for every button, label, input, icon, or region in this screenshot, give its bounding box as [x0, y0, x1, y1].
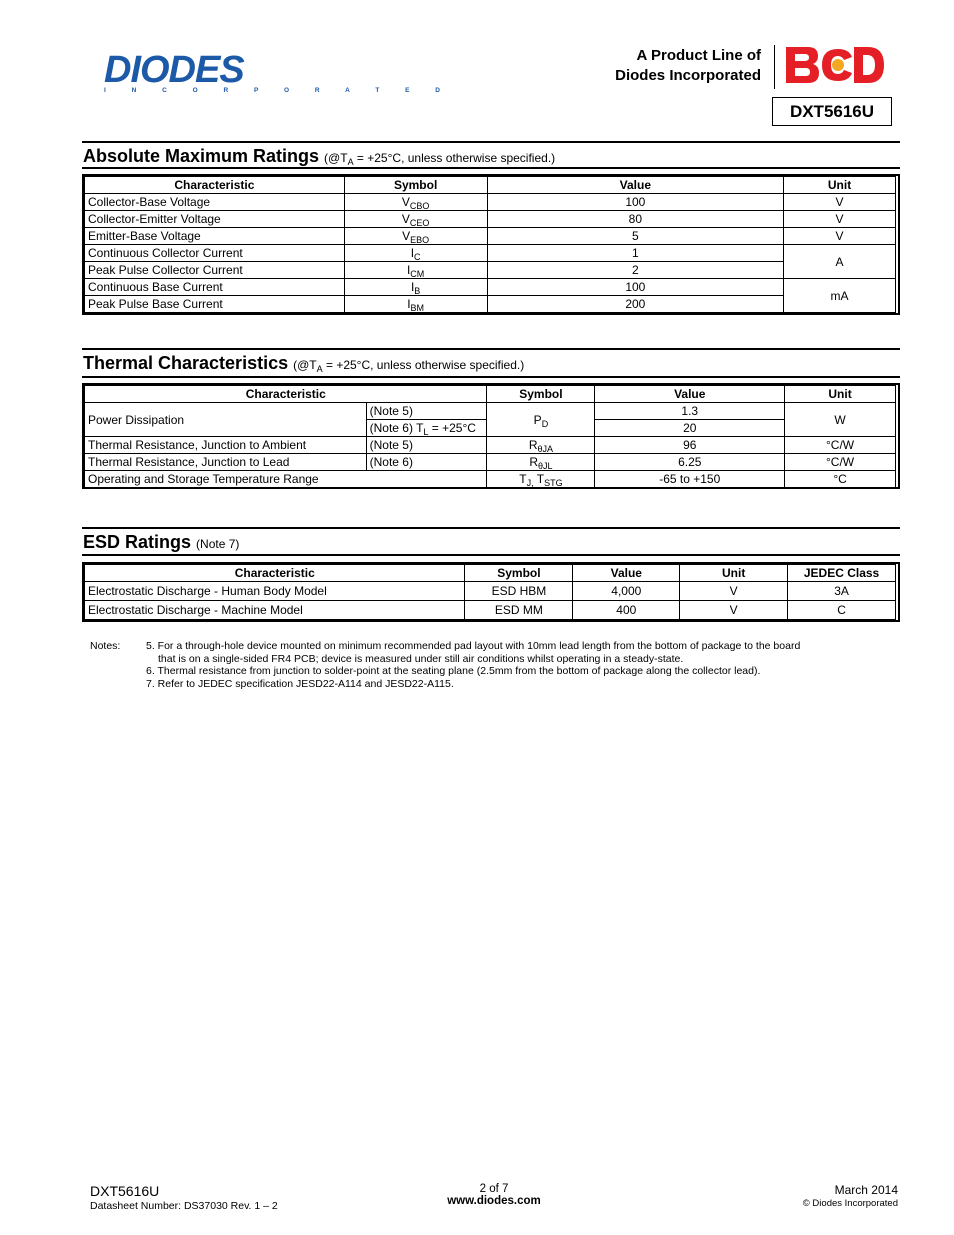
esd-title: [83, 532, 239, 554]
note-cell: (Note 6) $T_L = +25^\circ C$: [366, 420, 487, 437]
characteristic-cell: Power Dissipation: [85, 403, 367, 437]
footer-copyright: © Diodes Incorporated: [802, 1198, 898, 1209]
note-cell: (Note 5): [366, 403, 487, 420]
unit-cell: °C: [785, 471, 896, 488]
footer-center: [394, 1183, 594, 1207]
unit-cell: A: [784, 245, 896, 279]
col-unit: Unit: [784, 177, 896, 194]
unit-cell: W: [785, 403, 896, 437]
col-characteristic: Characteristic: [85, 177, 345, 194]
col-characteristic: Characteristic: [85, 565, 465, 582]
value-cell: 4,000: [573, 582, 680, 601]
symbol-cell: $I_C$: [344, 245, 487, 262]
characteristic-cell: Electrostatic Discharge - Machine Model: [85, 601, 465, 620]
characteristic-cell: Collector-Base Voltage: [85, 194, 345, 211]
symbol-cell: $P_D$: [487, 403, 595, 437]
table-row: [85, 471, 896, 488]
value-cell: 1: [487, 245, 784, 262]
col-symbol: Symbol: [344, 177, 487, 194]
table-row: [85, 245, 896, 262]
value-cell: -65 to +150: [595, 471, 785, 488]
table-row: [85, 403, 896, 420]
table-row: [85, 279, 896, 296]
footer-part-number: DXT5616U: [90, 1183, 160, 1199]
characteristic-cell: Peak Pulse Collector Current: [85, 262, 345, 279]
symbol-cell: $I_B$: [344, 279, 487, 296]
characteristic-cell: Continuous Base Current: [85, 279, 345, 296]
esd-top-rule: [82, 527, 900, 529]
symbol-cell: $V_{CBO}$: [344, 194, 487, 211]
amr-title-text: Absolute Maximum Ratings: [83, 146, 320, 166]
symbol-cell: $T_{J,}$ $T_{STG}$: [487, 471, 595, 488]
col-jedec-class: JEDEC Class: [788, 565, 896, 582]
thermal-bottom-rule: [82, 376, 900, 378]
product-line-1: A Product Line of: [636, 47, 761, 64]
table-row: [85, 437, 896, 454]
note-cell: (Note 5): [366, 437, 487, 454]
value-cell: 80: [487, 211, 784, 228]
table-row: [85, 582, 896, 601]
characteristic-cell: Emitter-Base Voltage: [85, 228, 345, 245]
note-5-continued: that is on a single-sided FR4 PCB; device is measured under still air conditions whilst operating in a steady-state.: [158, 652, 684, 665]
amr-top-rule: [82, 141, 900, 143]
amr-title: [83, 146, 555, 168]
characteristic-cell: Peak Pulse Base Current: [85, 296, 345, 313]
table-row: [85, 262, 896, 279]
jedec-class-cell: C: [788, 601, 896, 620]
unit-cell: °C/W: [785, 454, 896, 471]
amr-bottom-rule: [82, 167, 900, 169]
footer-left: [90, 1183, 278, 1212]
footer-page-number: 2 of 7: [479, 1183, 509, 1195]
symbol-cell: $I_{CM}$: [344, 262, 487, 279]
product-line: [615, 46, 761, 86]
amr-condition: ($@T_A = +25^\circ C$, unless otherwise specified.): [324, 151, 556, 167]
esd-title-text: ESD Ratings: [83, 532, 192, 552]
characteristic-cell: Electrostatic Discharge - Human Body Model: [85, 582, 465, 601]
esd-header-row: [85, 565, 896, 582]
notes-body: [146, 640, 846, 690]
diodes-logo: [104, 50, 452, 94]
symbol-cell: $R_{\theta JA}$: [487, 437, 595, 454]
amr-table: [84, 176, 896, 313]
thermal-title: [83, 353, 524, 375]
footer-datasheet-number: Datasheet Number: DS37030 Rev. 1 – 2: [90, 1200, 278, 1212]
thermal-condition: ($@T_A = +25^\circ C$, unless otherwise specified.): [293, 358, 525, 374]
unit-cell: V: [680, 582, 788, 601]
note-7: 7. Refer to JEDEC specification JESD22-A114 and JESD22-A115.: [146, 677, 454, 690]
value-cell: 400: [573, 601, 680, 620]
bcd-logo: [786, 47, 884, 83]
amr-header-row: [85, 177, 896, 194]
symbol-cell: $I_{BM}$: [344, 296, 487, 313]
table-row: [85, 211, 896, 228]
col-characteristic: Characteristic: [85, 386, 487, 403]
table-row: [85, 296, 896, 313]
diodes-logo-text: DIODES: [104, 49, 244, 91]
thermal-title-text: Thermal Characteristics: [83, 353, 289, 373]
col-symbol: Symbol: [487, 386, 595, 403]
table-row: [85, 454, 896, 471]
table-row: [85, 601, 896, 620]
col-unit: Unit: [785, 386, 896, 403]
col-symbol: Symbol: [465, 565, 573, 582]
value-cell: 1.3: [595, 403, 785, 420]
table-row: [85, 228, 896, 245]
symbol-cell: ESD HBM: [465, 582, 573, 601]
value-cell: 200: [487, 296, 784, 313]
col-unit: Unit: [680, 565, 788, 582]
unit-cell: °C/W: [785, 437, 896, 454]
value-cell: 96: [595, 437, 785, 454]
notes-label: Notes:: [90, 640, 121, 652]
symbol-cell: $V_{CEO}$: [344, 211, 487, 228]
part-number-box: DXT5616U: [772, 97, 892, 126]
symbol-cell: $R_{\theta JL}$: [487, 454, 595, 471]
diodes-logo-subtext: I N C O R P O R A T E D: [104, 87, 452, 94]
col-value: Value: [573, 565, 680, 582]
characteristic-cell: Continuous Collector Current: [85, 245, 345, 262]
table-row: [85, 194, 896, 211]
characteristic-cell: Operating and Storage Temperature Range: [85, 471, 487, 488]
esd-table: [84, 564, 896, 620]
note-5: 5. For a through-hole device mounted on minimum recommended pad layout with 10mm lead length from the bottom of package to the board: [146, 640, 801, 652]
note-6: 6. Thermal resistance from junction to solder-point at the seating plane (2.5mm from the bottom of package along the collector lead).: [146, 665, 761, 677]
footer-website-link[interactable]: www.diodes.com: [447, 1195, 541, 1207]
footer-date: March 2014: [834, 1183, 898, 1197]
header-divider: [774, 45, 775, 89]
thermal-header-row: [85, 386, 896, 403]
value-cell: 6.25: [595, 454, 785, 471]
characteristic-cell: Thermal Resistance, Junction to Ambient: [85, 437, 367, 454]
col-value: Value: [487, 177, 784, 194]
esd-note: (Note 7): [196, 537, 240, 551]
note-cell: (Note 6): [366, 454, 487, 471]
unit-cell: V: [784, 211, 896, 228]
characteristic-cell: Thermal Resistance, Junction to Lead: [85, 454, 367, 471]
thermal-top-rule: [82, 348, 900, 350]
thermal-table: [84, 385, 896, 488]
col-value: Value: [595, 386, 785, 403]
unit-cell: mA: [784, 279, 896, 313]
value-cell: 100: [487, 279, 784, 296]
unit-cell: V: [784, 194, 896, 211]
footer-right: [803, 1183, 898, 1209]
symbol-cell: $V_{EBO}$: [344, 228, 487, 245]
value-cell: 100: [487, 194, 784, 211]
unit-cell: V: [680, 601, 788, 620]
characteristic-cell: Collector-Emitter Voltage: [85, 211, 345, 228]
jedec-class-cell: 3A: [788, 582, 896, 601]
esd-bottom-rule: [82, 554, 900, 556]
value-cell: 5: [487, 228, 784, 245]
unit-cell: V: [784, 228, 896, 245]
value-cell: 2: [487, 262, 784, 279]
symbol-cell: ESD MM: [465, 601, 573, 620]
product-line-2: Diodes Incorporated: [615, 67, 761, 84]
value-cell: 20: [595, 420, 785, 437]
